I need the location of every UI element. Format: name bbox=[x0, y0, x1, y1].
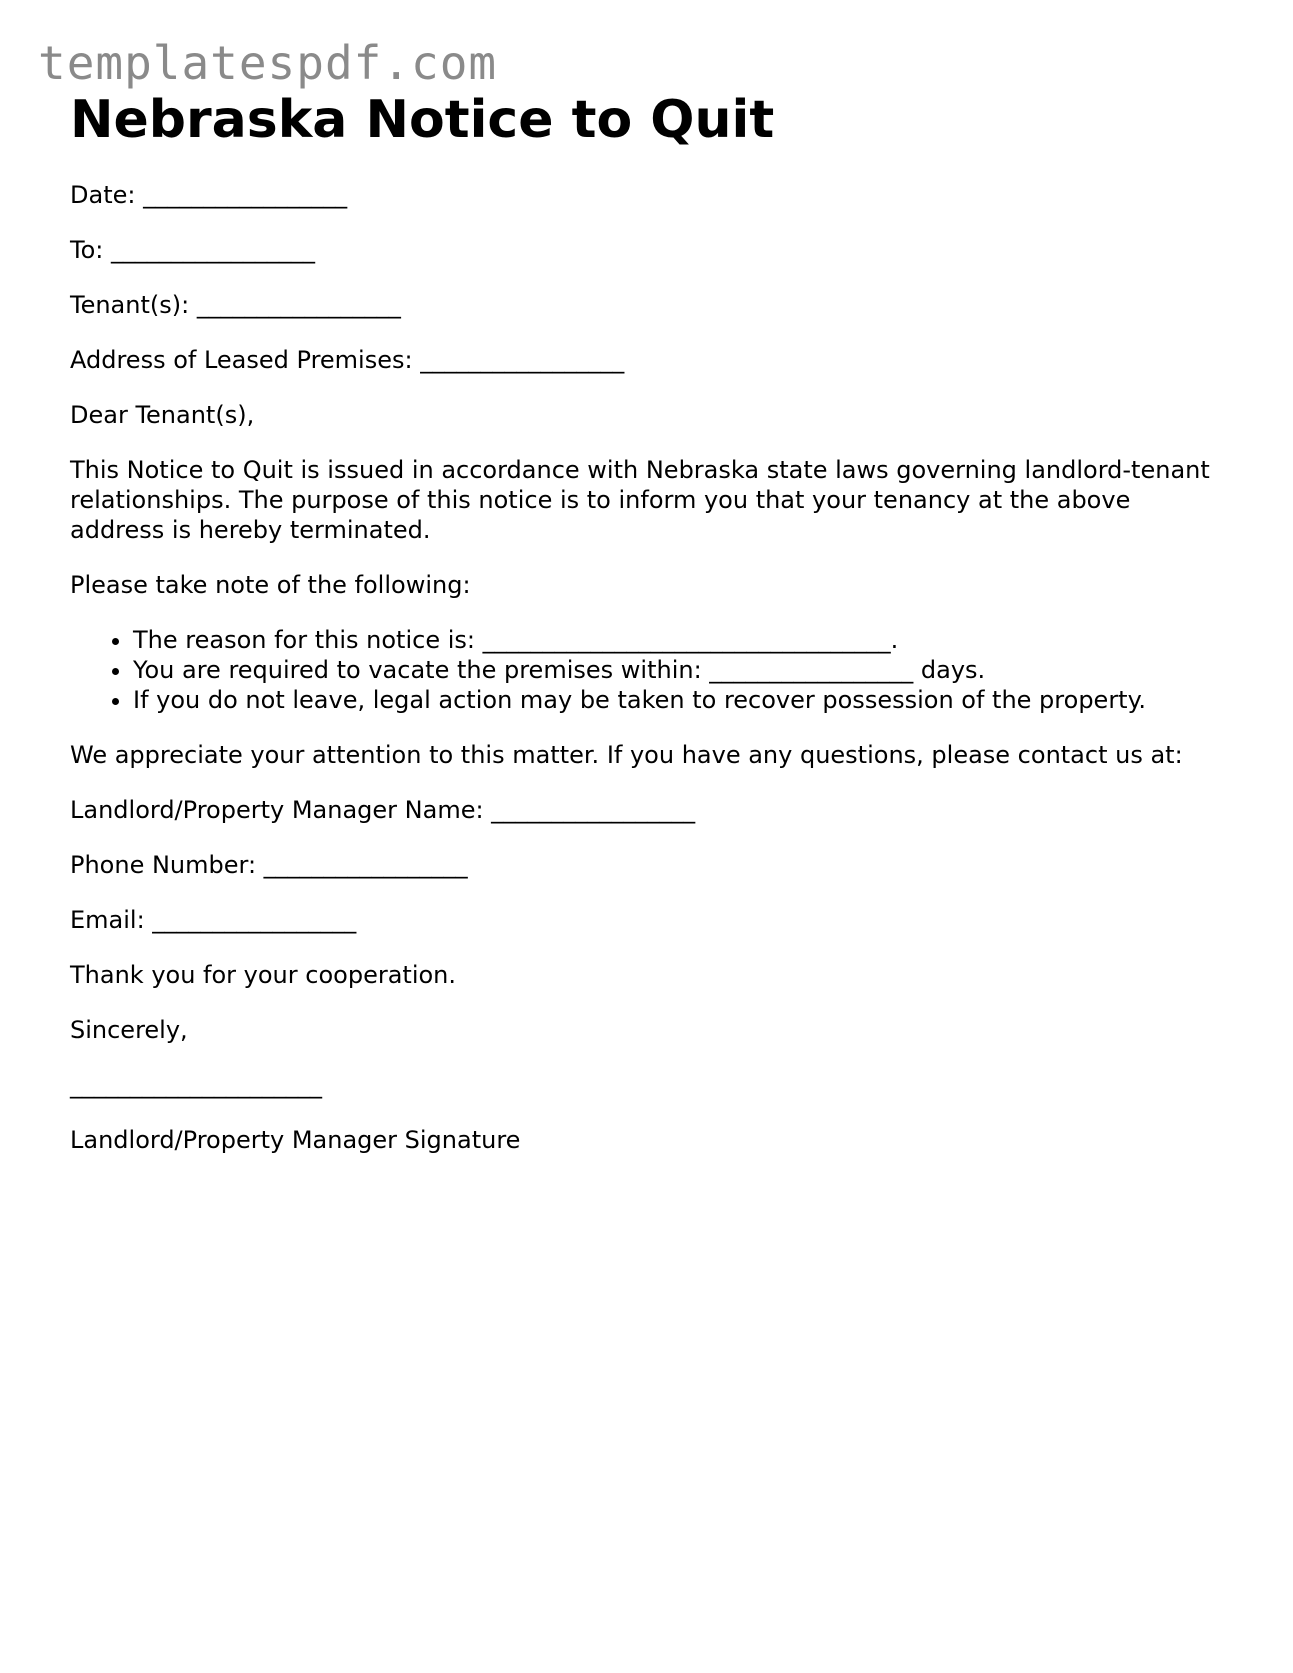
note-heading: Please take note of the following: bbox=[70, 571, 471, 599]
email-field: Email: _________________ bbox=[70, 906, 357, 934]
phone-field: Phone Number: _________________ bbox=[70, 851, 468, 879]
tenants-field: Tenant(s): _________________ bbox=[70, 291, 401, 319]
closing-paragraph: We appreciate your attention to this matter. If you have any questions, please contact us at: bbox=[70, 741, 1183, 769]
list-item-reason: • The reason for this notice is: __________________________________. bbox=[133, 625, 1230, 655]
notice-list bbox=[70, 625, 1230, 715]
landlord-name-field: Landlord/Property Manager Name: _________________ bbox=[70, 796, 696, 824]
document-page bbox=[70, 88, 1230, 1180]
signature-label: Landlord/Property Manager Signature bbox=[70, 1126, 521, 1154]
date-field: Date: _________________ bbox=[70, 181, 348, 209]
list-item-vacate: • You are required to vacate the premises within: _________________ days. bbox=[133, 655, 1230, 685]
thanks-text: Thank you for your cooperation. bbox=[70, 961, 457, 989]
to-field: To: _________________ bbox=[70, 236, 315, 264]
list-item-legal-action: • If you do not leave, legal action may be taken to recover possession of the property. bbox=[133, 685, 1230, 715]
signature-line: _____________________ bbox=[70, 1071, 322, 1099]
intro-paragraph: This Notice to Quit is issued in accordance with Nebraska state laws governing landlord-tenant relationships. The purpose of this notice is to inform you that your tenancy at the above address is hereby terminated. bbox=[70, 456, 1210, 544]
address-field: Address of Leased Premises: _________________ bbox=[70, 346, 625, 374]
watermark: templatespdf.com bbox=[38, 36, 498, 90]
sincerely-text: Sincerely, bbox=[70, 1016, 188, 1044]
page-title: Nebraska Notice to Quit bbox=[70, 90, 775, 150]
salutation: Dear Tenant(s), bbox=[70, 401, 255, 429]
